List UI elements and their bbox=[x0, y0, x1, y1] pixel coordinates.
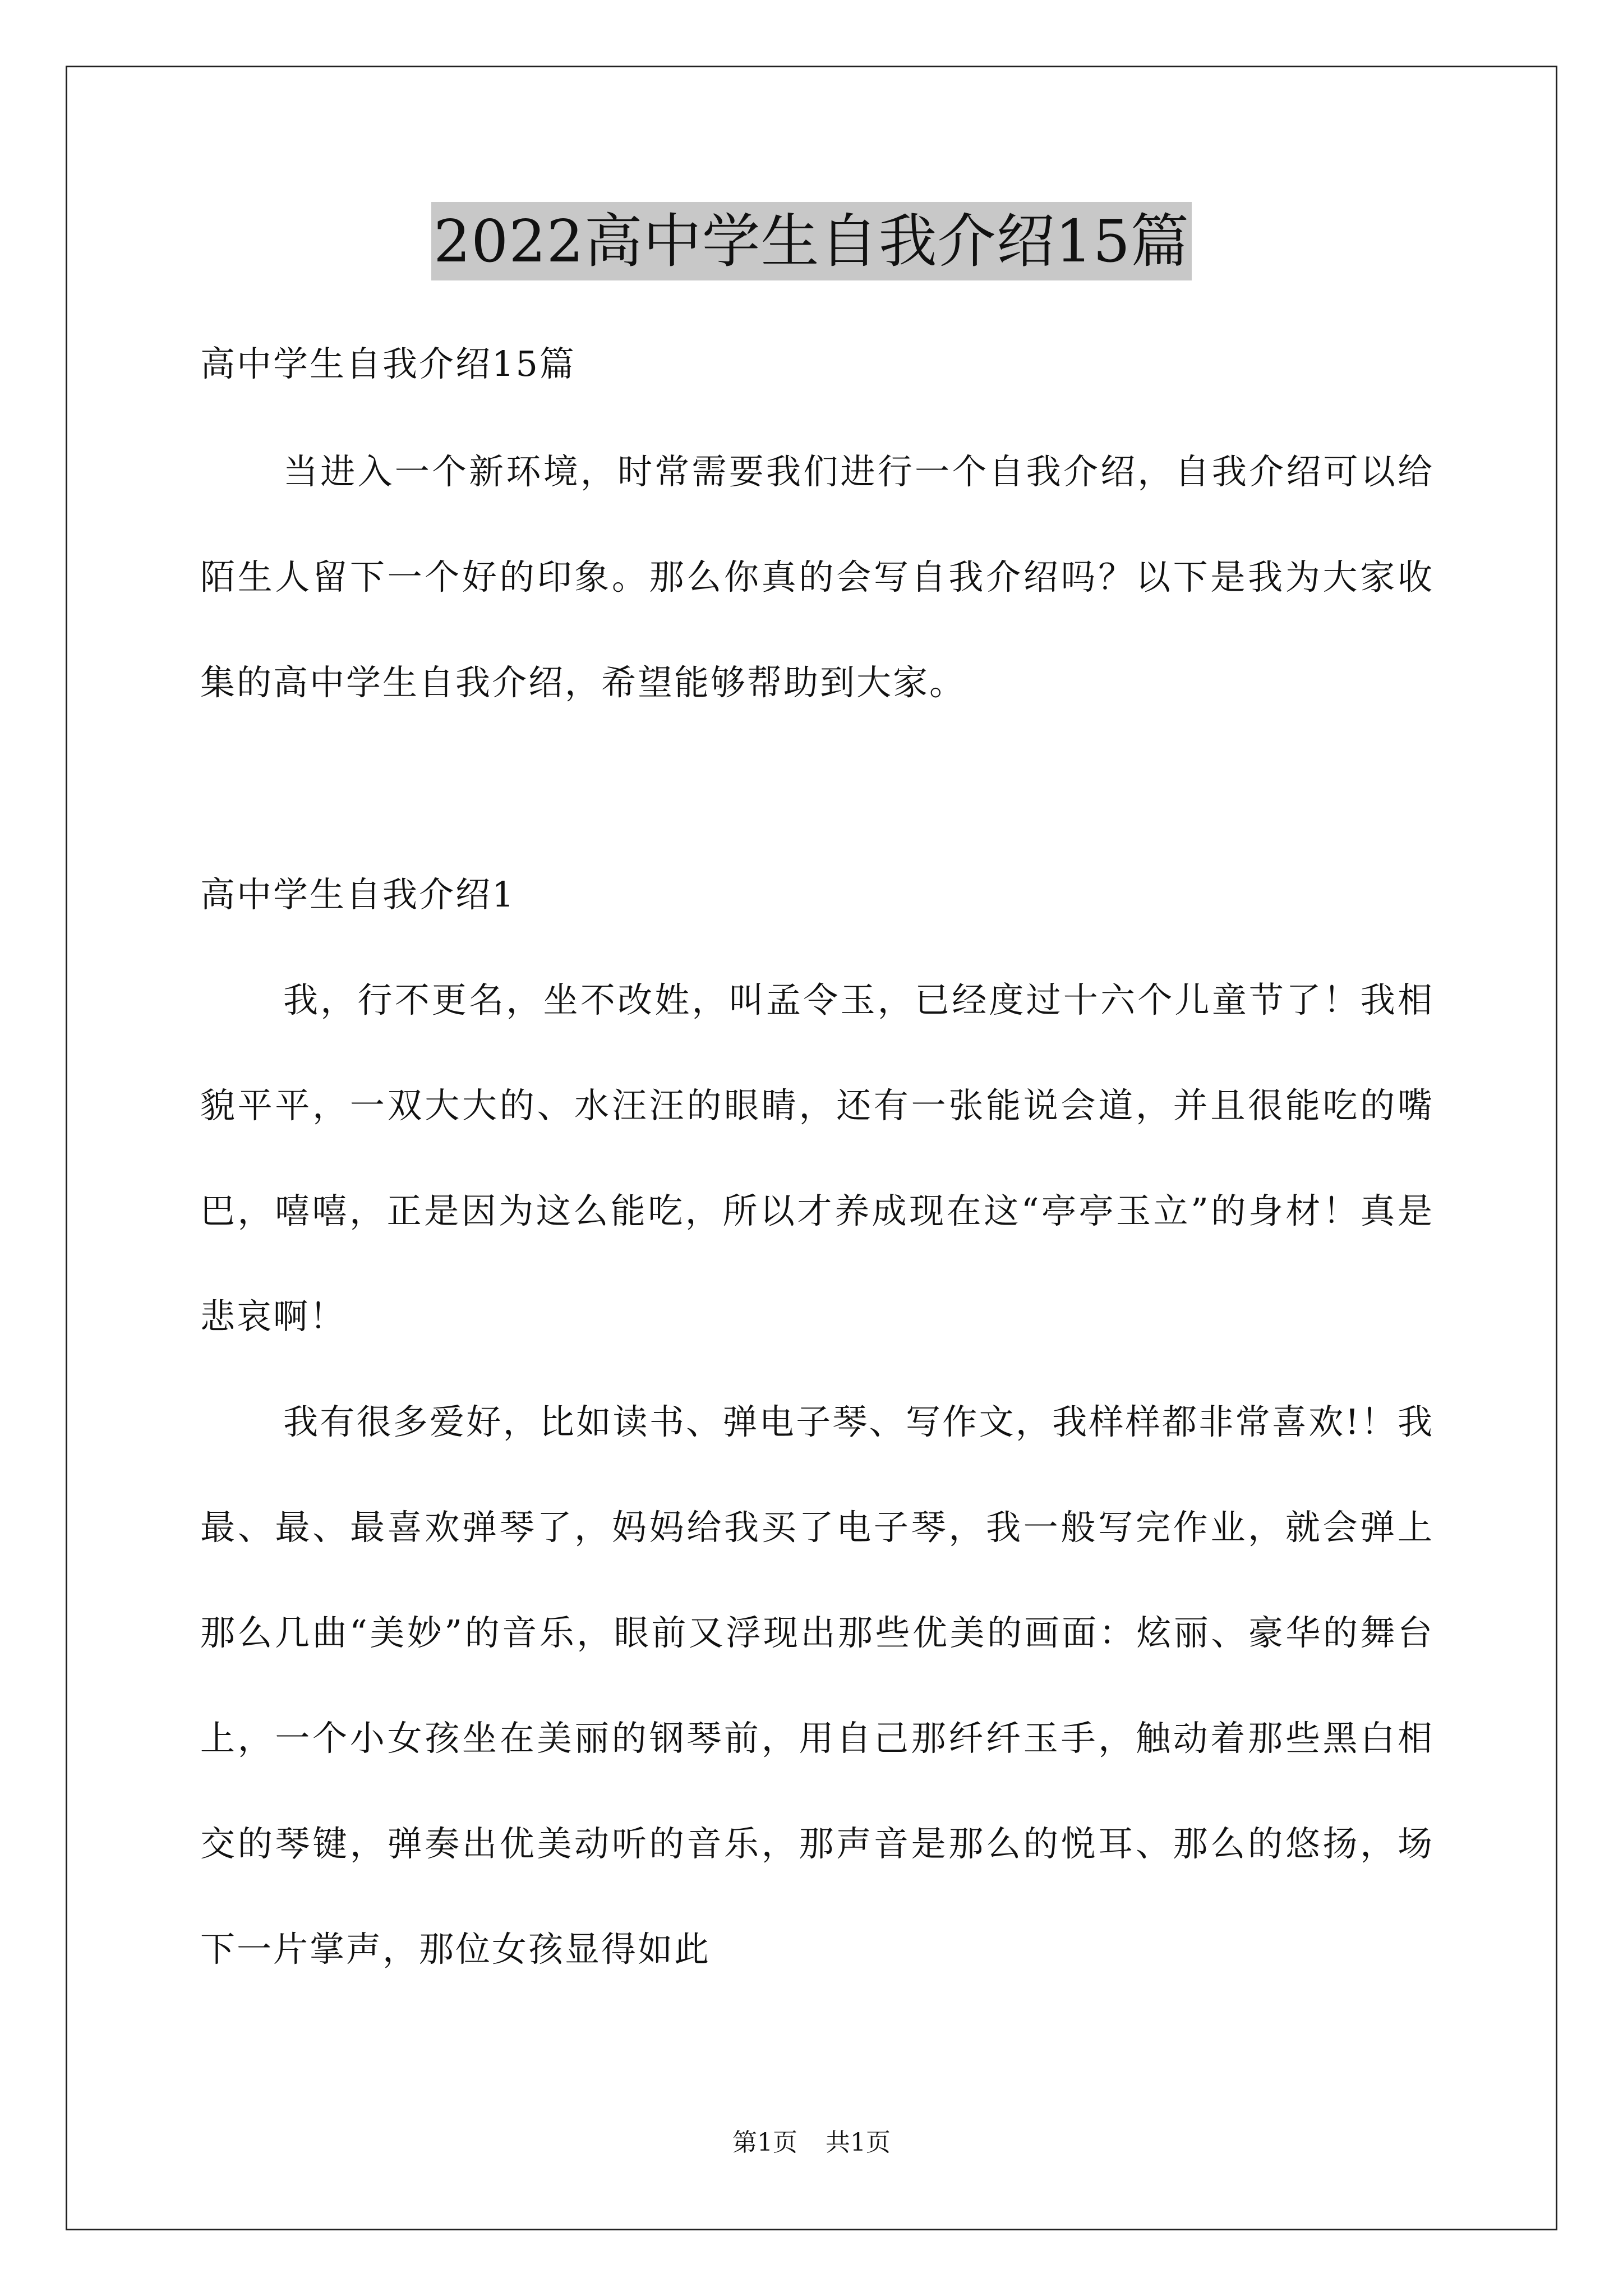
document-subtitle: 高中学生自我介绍15篇 bbox=[200, 343, 576, 384]
document-body bbox=[200, 311, 1434, 2002]
page-number: 第1页 bbox=[732, 2128, 797, 2157]
section1-paragraph-1: 我，行不更名，坐不改姓，叫孟令玉，已经度过十六个儿童节了！我相貌平平，一双大大的、水汪汪的眼睛，还有一张能说会道，并且很能吃的嘴巴，嘻嘻，正是因为这么能吃，所以才养成现在这“亭亭玉立”的身材！真是悲哀啊！ bbox=[200, 979, 1434, 1337]
page-footer bbox=[0, 2126, 1623, 2160]
section-heading-1: 高中学生自我介绍1 bbox=[200, 874, 516, 915]
document-title: 2022高中学生自我介绍15篇 bbox=[431, 202, 1192, 280]
intro-paragraph: 当进入一个新环境，时常需要我们进行一个自我介绍，自我介绍可以给陌生人留下一个好的印象。那么你真的会写自我介绍吗？以下是我为大家收集的高中学生自我介绍，希望能够帮助到大家。 bbox=[200, 451, 1434, 703]
title-container bbox=[0, 202, 1623, 280]
page-total: 共1页 bbox=[826, 2128, 891, 2157]
section1-paragraph-2: 我有很多爱好，比如读书、弹电子琴、写作文，我样样都非常喜欢!！我最、最、最喜欢弹琴了，妈妈给我买了电子琴，我一般写完作业，就会弹上那么几曲“美妙”的音乐，眼前又浮现出那些优美的画面：炫丽、豪华的舞台上，一个小女孩坐在美丽的钢琴前，用自己那纤纤玉手，触动着那些黑白相交的琴键，弹奏出优美动听的音乐，那声音是那么的悦耳、那么的悠扬，场下一片掌声，那位女孩显得如此 bbox=[200, 1401, 1434, 1970]
